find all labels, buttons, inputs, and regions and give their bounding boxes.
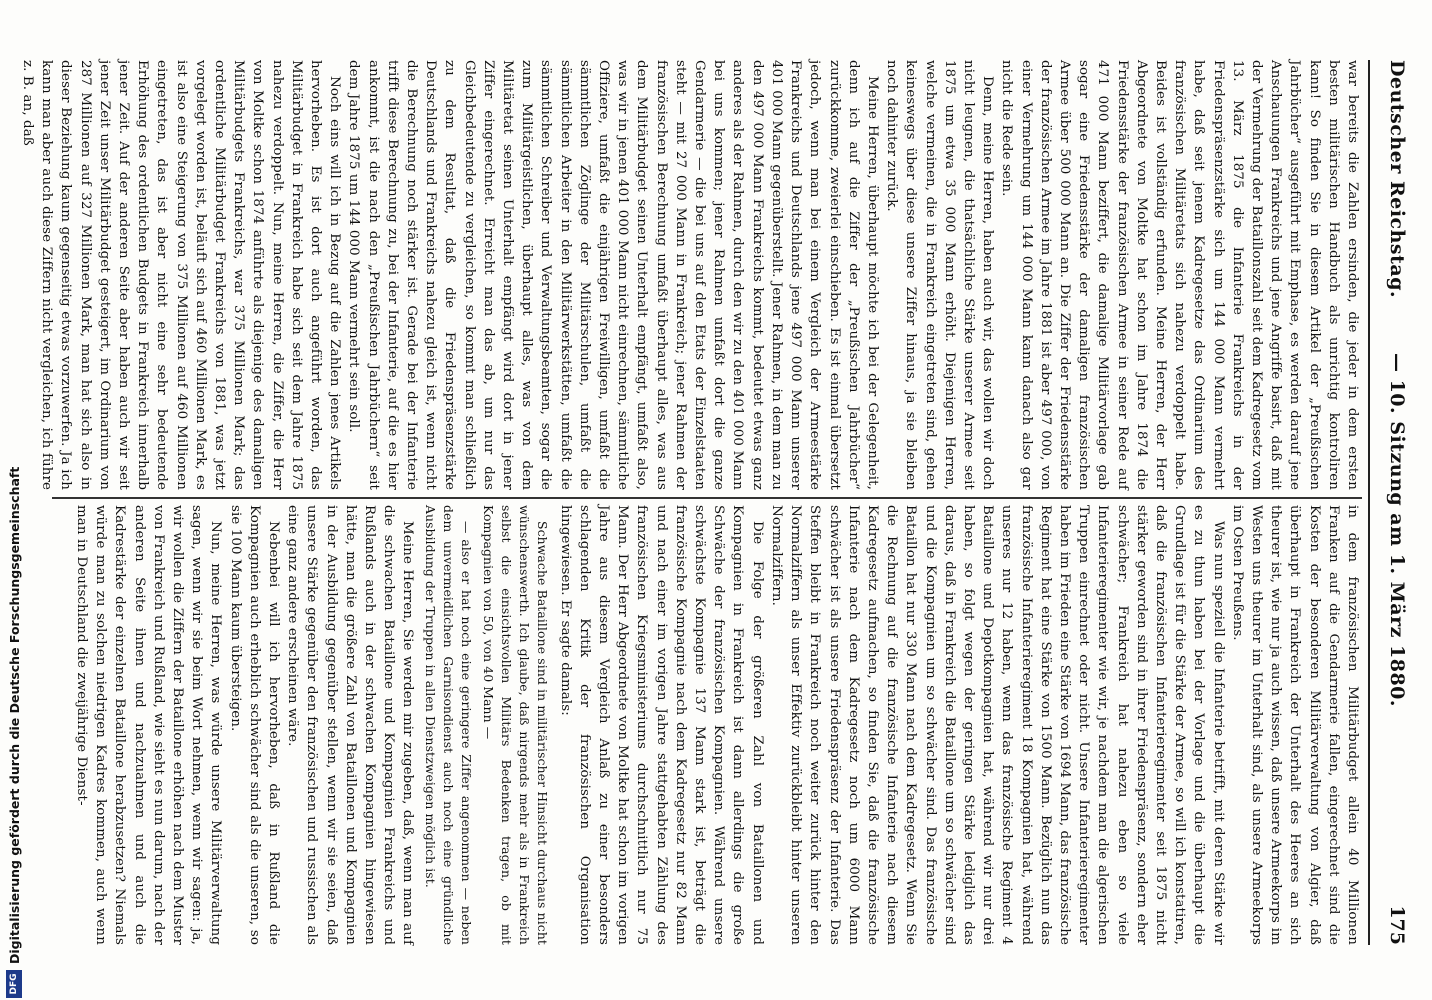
right-quote-2: — also er hat noch eine geringere Ziffer angenommen — neben dem unvermeidlichen Garnisondienst auch noch eine gründliche Ausbildung der Truppen in allen Dienstzweigen möglich ist.	[423, 505, 475, 945]
page-header	[1372, 60, 1412, 945]
left-paragraph-1: war bereits die Zahlen ersinden, die jeder in dem ersten besten militärischen Handbuch als unrichtig kontroliren kann! So finden Sie in diesem Artikel der „Preußischen Jahrbücher“ ausgeführt mit Emphase, es werden darauf jene Anschauungen Frankreichs und jene Angriffe basirt, daß mit der Vermehrung der Bataillonszahl seit dem Kadregesetz vom 13. März 1875 die Infanterie Frankreichs in der Friedenspräsenzstärke sich um 144 000 Mann vermehrt habe, daß seit jenem Kadregesetze das Ordinarium des französischen Militäretats sich nahezu verdoppelt habe. Beides ist vollständig erfunden. Meine Herren, der Herr Abgeordnete von Moltke hat schon im Jahre 1874 die Friedensstärke der französischen Armee in seiner Rede auf 471 000 Mann beziffert, die damalige Militärvorlage gab sogar eine Friedensstärke der damaligen französischen Armee über 500 000 Mann an. Die Ziffer der Friedensstärke der französischen Armee im Jahre 1881 ist aber 497 000, von einer Vermehrung um 144 000 Mann kann danach also gar nicht die Rede sein.	[999, 60, 1360, 490]
right-quote-1: Schwache Bataillone sind in militärischer Hinsicht durchaus nicht wünschenswerth. Ich glaube, daß nirgends mehr als in Frankreich selbst die einsichtsvollen Militärs Bedenken tragen, ob mit Kompagnien von 50, von 40 Mann —	[481, 505, 551, 945]
right-paragraph-3: Die Folge der größeren Zahl von Bataillonen und Kompagnien in Frankreich ist dann allerdings die große Schwäche der französischen Kompagnien. Während unsere schwächste Kompagnie 137 Mann stark ist, beträgt die französische Kompagnie nach dem Kadregesetz nur 82 Mann und nach einer im vorigen Jahre stattgehabten Zählung des französischen Kriegsministeriums durchschnittlich nur 75 Mann. Der Herr Abgeordnete von Moltke hat schon im vorigen Jahre aus diesem Vergleich Anlaß zu einer besonders schlagenden Kritik der französischen Organisation hingewiesen. Er sagte damals:	[557, 505, 765, 945]
column-divider	[52, 497, 1362, 499]
right-paragraph-6: Nun, meine Herren, was würde unsere Militärverwaltung sagen, wenn wir sie beim Wort nehmen, wenn wir sagen: ja, wir wollen die Ziffern der Bataillone erhöhen nach dem Muster von Frankreich und Rußland, wie sieht es nun darum, nach der anderen Seite ihnen und nachzuahmen und auch die Kadrestärke der einzelnen Bataillone herabzusetzen? Niemals würde man zu solchen niedrigen Kadres kommen, auch wenn man in Deutschland die zweijährige Dienst-	[74, 505, 224, 945]
header-session-date: — 10. Sitzung am 1. März 1880.	[1386, 352, 1408, 708]
right-paragraph-2: Was nun speziell die Infanterie betrifft, mit deren Stärke wir es zu thun haben bei der Vorlage und die überhaupt die Grundlage ist für die Stärke der Armee, so will ich konstatiren, daß die französischen Infanterieregimenter seit 1875 nicht stärker geworden sind in ihrer Friedenspräsenz, sondern eher schwächer; Frankreich hat nahezu eben so viele Infanterieregimenter wie wir, je nachdem man die algerischen Truppen einrechnet oder nicht. Unsere Infanterieregimenter haben im Frieden eine Stärke von 1694 Mann, das französische Regiment hat eine Stärke von 1500 Mann. Bezüglich nun das französische Infanterieregiment 18 Kompagnien hat, während unseres nur 12 haben, wenn das französische Regiment 4 Bataillone und Depotkompagnien hat, während wir nur drei haben, so folgt wegen der geringen Stärke lediglich das daraus, daß in Frankreich die Bataillone um so schwächer sind und die Kompagnien um so schwächer sind. Das französische Bataillon hat nur 330 Mann nach dem Kadregesetz. Wenn Sie die Rechnung auf die französische Infanterie nach diesem Kadregesetz aufmachen, so finden Sie, daß die französische Infanterie nach dem Kadregesetz noch um 6000 Mann schwächer ist als unsere Friedenspräsenz der Infanterie. Das Steffen bleibt in Frankreich noch weiter zurück hinter den Normalziffern als unser Effektiv zurückbleibt hinter unseren Normalziffern.	[768, 505, 1226, 945]
left-column	[19, 60, 1362, 490]
right-paragraph-1: in dem französischen Militärbudget allein 40 Millionen Franken auf die Gendarmerie fallen, eingerechnet sind die Kosten der besonderen Militärverwaltung von Algier, daß überhaupt in Frankreich der Unterhalt des Heeres an sich theurer ist, wie nur ja auch wissen, daß unsere Armeekorps im Westen uns theurer im Unterhalt sind, als unsere Armeekorps im Osten Preußens.	[1229, 505, 1360, 945]
header-publication-title: Deutscher Reichstag.	[1386, 60, 1408, 299]
header-rule	[1368, 60, 1370, 945]
digitization-credit-strip	[4, 0, 26, 1000]
left-paragraph-3: Meine Herren, überhaupt möchte ich bei der Gelegenheit, denn ich auf die Ziffer der „Preußischen Jahrbücher“ zurückkomme, zweierlei einschieben. Es ist einmal übersetzt jedoch, wenn man bei einem Vergleich der Armeestärke Frankreichs und Deutschlands jene 497 000 Mann unserer 401 000 Mann gegenüberstellt. Jener Rahmen, in dem man zu den 497 000 Mann Frankreichs kommt, bedeutet etwas ganz anderes als der Rahmen, durch den wir zu den 401 000 Mann bei uns kommen; jener Rahmen umfaßt dort die ganze Gendarmerie — die bei uns auf den Etats der Einzelstaaten steht — mit 27 000 Mann in Frankreich; jener Rahmen der französischen Berechnung umfaßt überhaupt alles, was aus dem Militärbudget seinen Unterhalt empfängt, umfaßt also, was wir in jenen 401 000 Mann nicht einrechnen, sämmtliche Offiziere, umfaßt die einjährigen Freiwilligen, umfaßt die sämmtlichen Zöglinge der Militärschulen, umfaßt die sämmtlichen Arbeiter in den Militärwerkstätten, umfaßt die sämmtlichen Schreiber und Verwaltungsbeamten, sogar die zum Militärgeistlichen, überhaupt alles, was von dem Militäretat seinen Unterhalt empfängt wird dort in jener Ziffer eingerechnet. Erreicht man das ab, um nur das Gleichbedeutende zu vergleichen, so kommt man schließlich zu dem Resultat, daß die Friedenspräsenzstärke Deutschlands und Frankreichs nahezu gleich ist, wenn nicht die Berechnung noch stärker ist. Gerade bei der Infanterie trifft diese Berechnung zu, bei der Infanterie, auf die es hier ankommt, ist die nach den „Preußischen Jahrbüchern“ seit dem Jahre 1875 um 144 000 Mann vermehrt sein soll.	[346, 60, 880, 490]
left-paragraph-4: Noch eins will ich in Bezug auf die Zahlen jenes Artikels hervorheben. Es ist dort auch angeführt worden, das Militärbudget in Frankreich habe sich seit dem Jahre 1875 nahezu verdoppelt. Nun, meine Herren, die Ziffer, die Herr von Moltke schon 1874 anführte als diejenige des damaligen Militärbudgets Frankreichs, war 375 Millionen Mark; das ordentliche Militärbudget Frankreichs von 1881, was jetzt vorgelegt worden ist, beläuft sich auf 460 Millionen Mark, es ist also eine Steigerung von 375 Millionen auf 460 Millionen eingetreten, das ist aber nicht eine sehr bedeutende Erhöhung des ordentlichen Budgets in Frankreich innerhalb jener Zeit. Auf der anderen Seite aber haben auch wir seit jener Zeit unser Militärbudget gesteigert, im Ordinarium von 287 Millionen auf 327 Millionen Mark, man hat sich also in dieser Beziehung kaum gegenseitig etwas vorzuwerfen. Ja ich kann man aber auch diese Ziffern nicht vergleichen, ich führe z. B. an, daß	[19, 60, 343, 490]
digitization-credit-text: Digitalisierung gefördert durch die Deutsche Forschungsgemeinschaft	[7, 466, 22, 964]
left-paragraph-2: Denn, meine Herren, haben auch wir, das wollen wir doch nicht leugnen, die thatsächliche Stärke unserer Armee seit 1875 um etwa 35 000 Mann erhöht. Diejenigen Herren, welche vermeinen, die in Frankreich eingetreten sind, gehen keineswegs über diese unsere Ziffer hinaus, ja sie bleiben noch dahinter zurück.	[884, 60, 996, 490]
dfg-logo: DFG	[6, 970, 22, 998]
right-column	[32, 505, 1362, 945]
right-paragraph-5: Nebenbei will ich hervorheben, daß in Rußland die Kompagnien auch erheblich schwächer sind als die unseren, so sie 100 Mann kaum übersteigen.	[227, 505, 282, 945]
right-paragraph-4: Meine Herren, Sie werden mir zugeben, daß, wenn man auf die schwachen Bataillone und Kompagnien Frankreichs und Rußlands auch in der schwachen Kompagnien hingewiesen hätte, man die größere Zahl von Bataillonen und Kompagnien in der Ausbildung gegenüber stellen, wenn wir sie seien, daß unsere Stärke gegenüber den französischen und russischen als eine ganz andere erscheinen wäre.	[285, 505, 416, 945]
header-page-number: 175	[1386, 905, 1408, 945]
